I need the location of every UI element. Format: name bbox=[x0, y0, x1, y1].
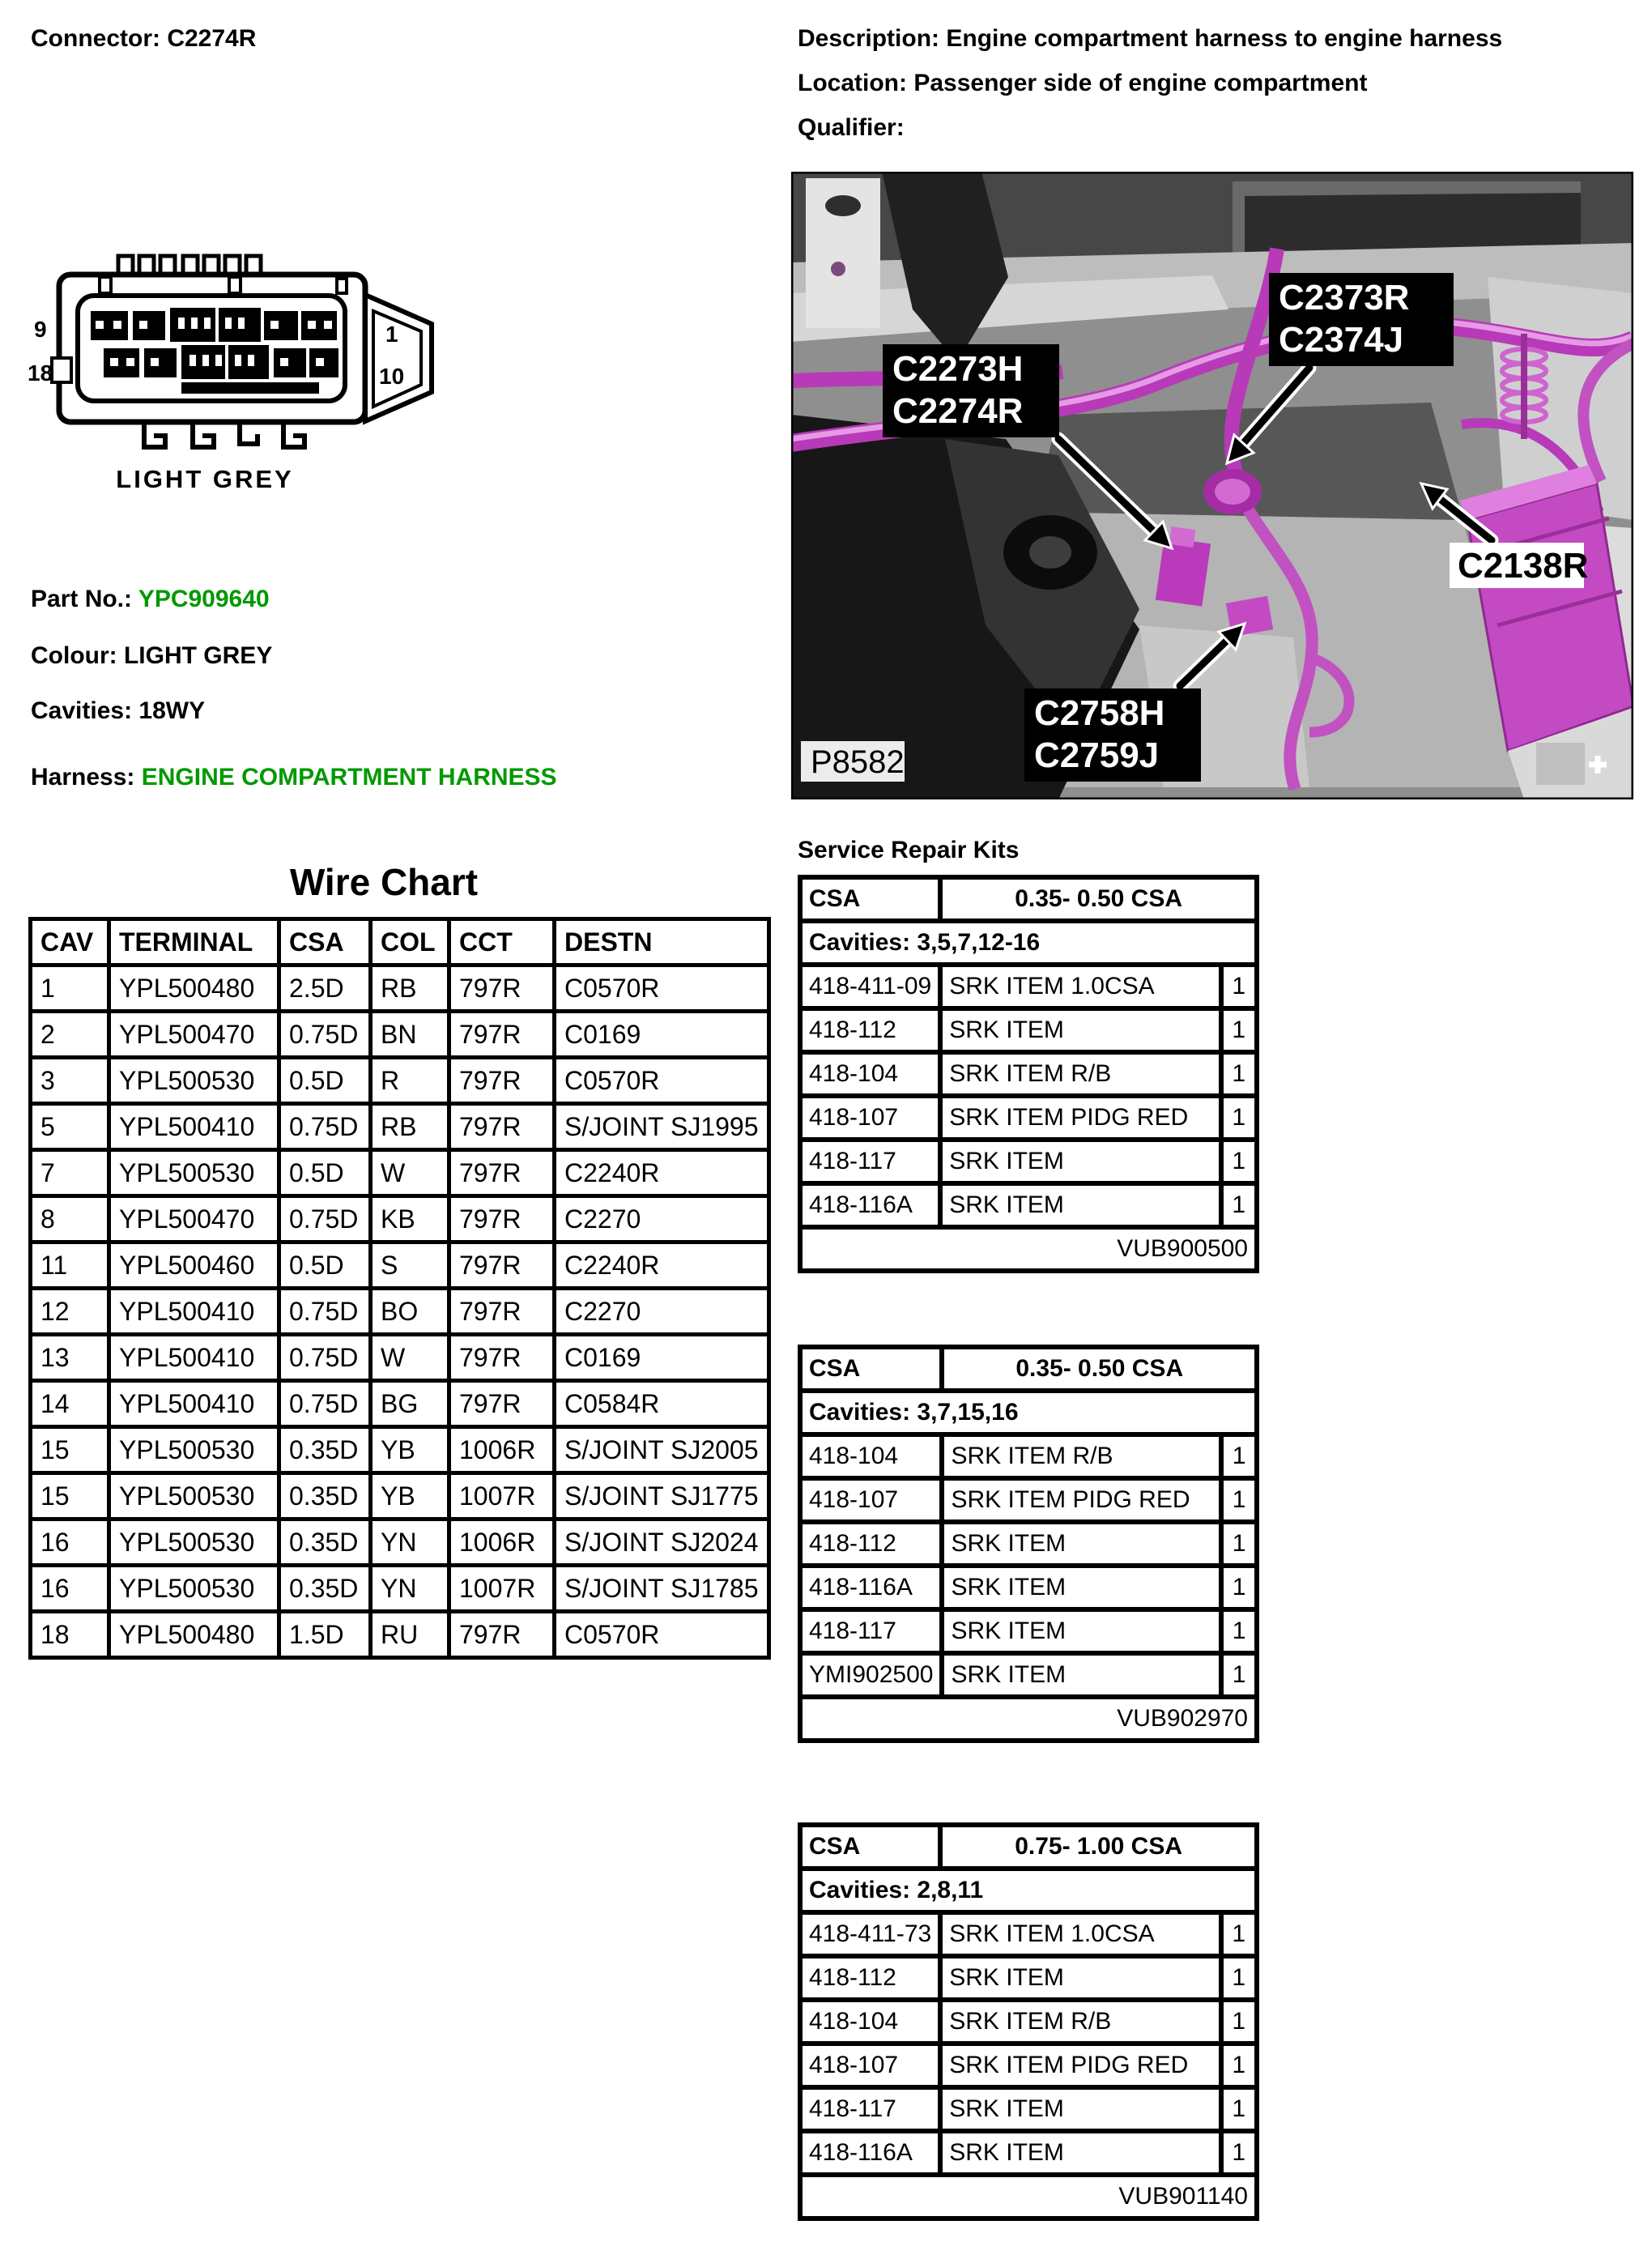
table-cell: YPL500530 bbox=[111, 1059, 277, 1102]
table-row bbox=[803, 1568, 1254, 1607]
table-cell: 1 bbox=[1224, 1524, 1254, 1563]
col-header-csa: CSA bbox=[281, 921, 368, 963]
table-cell: 1 bbox=[1224, 2133, 1254, 2172]
table-cell: SRK ITEM bbox=[943, 2090, 1218, 2129]
table-row bbox=[32, 1013, 767, 1055]
table-cell: 797R bbox=[451, 1059, 552, 1102]
srk-header-row bbox=[803, 1349, 1254, 1388]
table-row bbox=[32, 1613, 767, 1656]
srk-footer-row bbox=[803, 2177, 1254, 2216]
srk-csa-label: CSA bbox=[803, 1349, 939, 1388]
table-cell: YPL500410 bbox=[111, 1383, 277, 1425]
description-line: Description: Engine compartment harness to engine harness bbox=[798, 25, 1503, 52]
table-row bbox=[32, 1429, 767, 1471]
table-cell: C0570R bbox=[556, 1059, 767, 1102]
table-cell: 3 bbox=[32, 1059, 107, 1102]
table-cell: 1007R bbox=[451, 1567, 552, 1609]
table-row bbox=[32, 1059, 767, 1102]
srk-cavities-row bbox=[803, 1393, 1254, 1432]
colour-line bbox=[31, 641, 272, 671]
table-cell: YPL500530 bbox=[111, 1567, 277, 1609]
table-cell: YB bbox=[373, 1429, 447, 1471]
table-cell: 1 bbox=[1224, 2046, 1254, 2085]
table-cell: S/JOINT SJ1785 bbox=[556, 1567, 767, 1609]
table-cell: S/JOINT SJ1995 bbox=[556, 1106, 767, 1148]
table-cell: YPL500460 bbox=[111, 1244, 277, 1286]
table-row bbox=[32, 967, 767, 1009]
srk-footer-row bbox=[803, 1699, 1254, 1738]
table-cell: 0.75D bbox=[281, 1013, 368, 1055]
table-cell: 418-117 bbox=[803, 1142, 938, 1181]
table-cell: C0169 bbox=[556, 1336, 767, 1379]
table-cell: 1 bbox=[1224, 967, 1254, 1006]
table-cell: 0.5D bbox=[281, 1059, 368, 1102]
table-cell: 0.75D bbox=[281, 1198, 368, 1240]
table-cell: 797R bbox=[451, 1336, 552, 1379]
table-cell: YPL500470 bbox=[111, 1198, 277, 1240]
connector-colour-caption: LIGHT GREY bbox=[116, 465, 294, 493]
srk-csa-range: 0.35- 0.50 CSA bbox=[944, 1349, 1254, 1388]
table-cell: SRK ITEM bbox=[944, 1612, 1219, 1651]
table-cell: YMI902500 bbox=[803, 1656, 939, 1694]
table-cell: C2270 bbox=[556, 1198, 767, 1240]
connector-lower-bar bbox=[181, 382, 319, 394]
table-row bbox=[803, 1142, 1254, 1181]
photo-credit-text: P8582 bbox=[811, 744, 905, 780]
table-cell: 0.35D bbox=[281, 1429, 368, 1471]
table-cell: C2270 bbox=[556, 1290, 767, 1332]
table-row bbox=[803, 1959, 1254, 1997]
location-line: Location: Passenger side of engine compartment bbox=[798, 70, 1368, 96]
table-cell: BO bbox=[373, 1290, 447, 1332]
srk-cavities: Cavities: 2,8,11 bbox=[803, 1871, 1254, 1910]
srk-items-2 bbox=[803, 1437, 1254, 1694]
table-cell: 797R bbox=[451, 1290, 552, 1332]
callout-c2759j: C2759J bbox=[1034, 735, 1160, 775]
table-cell: 0.75D bbox=[281, 1290, 368, 1332]
table-cell: 1 bbox=[1224, 1142, 1254, 1181]
table-cell: 1 bbox=[1224, 1915, 1254, 1954]
table-cell: 1 bbox=[1224, 2002, 1254, 2041]
table-cell: SRK ITEM bbox=[944, 1656, 1219, 1694]
table-cell: RB bbox=[373, 967, 447, 1009]
pin-number-1: 1 bbox=[385, 322, 398, 347]
table-cell: 8 bbox=[32, 1198, 107, 1240]
table-cell: 0.35D bbox=[281, 1567, 368, 1609]
table-row bbox=[32, 1152, 767, 1194]
table-cell: 0.5D bbox=[281, 1244, 368, 1286]
table-cell: YN bbox=[373, 1521, 447, 1563]
table-cell: SRK ITEM R/B bbox=[943, 2002, 1218, 2041]
table-cell: 1 bbox=[1224, 1098, 1254, 1137]
srk-footer-row bbox=[803, 1230, 1254, 1268]
harness-line bbox=[31, 763, 557, 792]
table-cell: YPL500530 bbox=[111, 1152, 277, 1194]
table-row bbox=[32, 1567, 767, 1609]
table-cell: 418-104 bbox=[803, 1437, 939, 1476]
table-cell: YPL500410 bbox=[111, 1336, 277, 1379]
table-cell: YPL500410 bbox=[111, 1106, 277, 1148]
connector-bottom-tabs bbox=[144, 424, 304, 447]
table-cell: 12 bbox=[32, 1290, 107, 1332]
table-cell: 18 bbox=[32, 1613, 107, 1656]
table-row bbox=[32, 1475, 767, 1517]
table-cell: 797R bbox=[451, 1013, 552, 1055]
table-row bbox=[803, 2046, 1254, 2085]
table-cell: 0.75D bbox=[281, 1383, 368, 1425]
callout-c2374j: C2374J bbox=[1279, 320, 1404, 360]
srk-items-3 bbox=[803, 1915, 1254, 2172]
table-cell: 418-112 bbox=[803, 1959, 938, 1997]
table-cell: 1007R bbox=[451, 1475, 552, 1517]
table-row bbox=[32, 1290, 767, 1332]
table-cell: 2.5D bbox=[281, 967, 368, 1009]
table-cell: 797R bbox=[451, 1106, 552, 1148]
table-cell: C0169 bbox=[556, 1013, 767, 1055]
table-row bbox=[32, 1244, 767, 1286]
harness-value: ENGINE COMPARTMENT HARNESS bbox=[141, 764, 557, 791]
table-cell: YPL500480 bbox=[111, 967, 277, 1009]
table-cell: 1 bbox=[1224, 1011, 1254, 1050]
table-cell: SRK ITEM bbox=[943, 1959, 1218, 1997]
colour-label: Colour: bbox=[31, 642, 117, 669]
table-cell: RB bbox=[373, 1106, 447, 1148]
srk-csa-label: CSA bbox=[803, 880, 938, 919]
table-cell: 797R bbox=[451, 1383, 552, 1425]
table-cell: YPL500410 bbox=[111, 1290, 277, 1332]
table-cell: 797R bbox=[451, 967, 552, 1009]
table-cell: C2240R bbox=[556, 1152, 767, 1194]
table-cell: 1 bbox=[32, 967, 107, 1009]
table-cell: 797R bbox=[451, 1198, 552, 1240]
table-cell: R bbox=[373, 1059, 447, 1102]
table-cell: 418-104 bbox=[803, 2002, 938, 2041]
col-header-col: COL bbox=[373, 921, 447, 963]
table-cell: 15 bbox=[32, 1475, 107, 1517]
srk-table-3 bbox=[798, 1822, 1259, 2221]
table-row bbox=[803, 1437, 1254, 1476]
table-cell: 0.5D bbox=[281, 1152, 368, 1194]
harness-label: Harness: bbox=[31, 764, 135, 791]
table-cell: S bbox=[373, 1244, 447, 1286]
table-cell: SRK ITEM bbox=[943, 1011, 1218, 1050]
table-cell: 1 bbox=[1224, 1656, 1254, 1694]
callout-c2758h: C2758H bbox=[1034, 693, 1165, 733]
table-row bbox=[803, 2002, 1254, 2041]
table-cell: 16 bbox=[32, 1521, 107, 1563]
table-cell: SRK ITEM bbox=[943, 1186, 1218, 1225]
table-cell: 0.35D bbox=[281, 1475, 368, 1517]
table-cell: C0570R bbox=[556, 1613, 767, 1656]
callout-c2274r: C2274R bbox=[892, 391, 1024, 431]
table-cell: 1 bbox=[1224, 1437, 1254, 1476]
srk-kit-number: VUB902970 bbox=[803, 1699, 1254, 1738]
table-cell: 2 bbox=[32, 1013, 107, 1055]
table-cell: 418-107 bbox=[803, 1098, 938, 1137]
table-cell: SRK ITEM PIDG RED bbox=[944, 1481, 1219, 1519]
table-cell: 418-107 bbox=[803, 1481, 939, 1519]
srk-cavities: Cavities: 3,5,7,12-16 bbox=[803, 923, 1254, 962]
table-row bbox=[803, 2133, 1254, 2172]
wire-chart-table bbox=[28, 917, 771, 1660]
table-cell: KB bbox=[373, 1198, 447, 1240]
col-header-cct: CCT bbox=[451, 921, 552, 963]
table-cell: SRK ITEM 1.0CSA bbox=[943, 1915, 1218, 1954]
connector-face-diagram bbox=[23, 253, 464, 500]
table-cell: 418-117 bbox=[803, 1612, 939, 1651]
table-cell: 418-112 bbox=[803, 1524, 939, 1563]
table-row bbox=[803, 2090, 1254, 2129]
table-cell: 418-116A bbox=[803, 1568, 939, 1607]
table-cell: 797R bbox=[451, 1152, 552, 1194]
table-row bbox=[803, 1186, 1254, 1225]
table-row bbox=[32, 1106, 767, 1148]
part-no-label: Part No.: bbox=[31, 586, 133, 612]
table-cell: W bbox=[373, 1152, 447, 1194]
table-row bbox=[803, 1915, 1254, 1954]
srk-table-2 bbox=[798, 1345, 1259, 1743]
table-cell: SRK ITEM bbox=[944, 1524, 1219, 1563]
table-cell: 1 bbox=[1224, 1481, 1254, 1519]
srk-table-1 bbox=[798, 875, 1259, 1273]
qualifier-line: Qualifier: bbox=[798, 114, 905, 141]
table-cell: S/JOINT SJ2024 bbox=[556, 1521, 767, 1563]
col-header-destn: DESTN bbox=[556, 921, 767, 963]
cavities-line bbox=[31, 697, 205, 726]
table-cell: 418-411-09 bbox=[803, 967, 938, 1006]
table-cell: 15 bbox=[32, 1429, 107, 1471]
table-cell: 0.75D bbox=[281, 1106, 368, 1148]
table-cell: SRK ITEM PIDG RED bbox=[943, 1098, 1218, 1137]
table-row bbox=[803, 1481, 1254, 1519]
table-cell: C2240R bbox=[556, 1244, 767, 1286]
table-row bbox=[803, 1055, 1254, 1093]
table-cell: W bbox=[373, 1336, 447, 1379]
srk-csa-range: 0.75- 1.00 CSA bbox=[943, 1827, 1254, 1866]
col-header-terminal: TERMINAL bbox=[111, 921, 277, 963]
table-cell: 1006R bbox=[451, 1521, 552, 1563]
table-cell: YN bbox=[373, 1567, 447, 1609]
callout-c2138r: C2138R bbox=[1458, 546, 1589, 586]
pin-number-9: 9 bbox=[34, 317, 47, 342]
table-cell: 16 bbox=[32, 1567, 107, 1609]
wire-chart-body bbox=[32, 967, 767, 1656]
table-row bbox=[32, 1198, 767, 1240]
table-cell: 1 bbox=[1224, 1959, 1254, 1997]
table-cell: 418-104 bbox=[803, 1055, 938, 1093]
table-cell: BN bbox=[373, 1013, 447, 1055]
srk-kit-number: VUB901140 bbox=[803, 2177, 1254, 2216]
table-cell: RU bbox=[373, 1613, 447, 1656]
srk-cavities-row bbox=[803, 923, 1254, 962]
table-row bbox=[803, 1612, 1254, 1651]
table-cell: C0570R bbox=[556, 967, 767, 1009]
srk-header-row bbox=[803, 1827, 1254, 1866]
table-cell: 418-411-73 bbox=[803, 1915, 938, 1954]
srk-items-1 bbox=[803, 967, 1254, 1225]
srk-csa-label: CSA bbox=[803, 1827, 938, 1866]
table-cell: SRK ITEM 1.0CSA bbox=[943, 967, 1218, 1006]
table-cell: 418-116A bbox=[803, 2133, 938, 2172]
table-cell: C0584R bbox=[556, 1383, 767, 1425]
table-cell: 1 bbox=[1224, 2090, 1254, 2129]
table-cell: 418-107 bbox=[803, 2046, 938, 2085]
pin-number-10: 10 bbox=[379, 364, 405, 389]
table-cell: SRK ITEM R/B bbox=[943, 1055, 1218, 1093]
table-cell: 7 bbox=[32, 1152, 107, 1194]
table-cell: SRK ITEM PIDG RED bbox=[943, 2046, 1218, 2085]
connector-right-wedge bbox=[365, 295, 432, 421]
table-cell: BG bbox=[373, 1383, 447, 1425]
table-row bbox=[803, 967, 1254, 1006]
table-cell: SRK ITEM bbox=[943, 2133, 1218, 2172]
table-cell: YPL500480 bbox=[111, 1613, 277, 1656]
table-cell: YPL500530 bbox=[111, 1521, 277, 1563]
table-cell: SRK ITEM bbox=[943, 1142, 1218, 1181]
table-cell: YPL500470 bbox=[111, 1013, 277, 1055]
table-cell: YB bbox=[373, 1475, 447, 1517]
colour-value: LIGHT GREY bbox=[123, 642, 273, 669]
col-header-cav: CAV bbox=[32, 921, 107, 963]
table-row bbox=[32, 1336, 767, 1379]
part-no-line bbox=[31, 585, 270, 614]
table-cell: 1 bbox=[1224, 1568, 1254, 1607]
table-cell: 1 bbox=[1224, 1612, 1254, 1651]
srk-csa-range: 0.35- 0.50 CSA bbox=[943, 880, 1254, 919]
srk-header-row bbox=[803, 880, 1254, 919]
photo-credit bbox=[801, 741, 905, 782]
table-cell: YPL500530 bbox=[111, 1475, 277, 1517]
connector-terminals-row2 bbox=[104, 345, 338, 379]
table-cell: 1006R bbox=[451, 1429, 552, 1471]
table-row bbox=[32, 1383, 767, 1425]
srk-kit-number: VUB900500 bbox=[803, 1230, 1254, 1268]
callout-c2373r: C2373R bbox=[1279, 278, 1410, 318]
table-cell: 0.35D bbox=[281, 1521, 368, 1563]
location-photo bbox=[791, 172, 1633, 799]
table-cell: 797R bbox=[451, 1244, 552, 1286]
table-cell: S/JOINT SJ1775 bbox=[556, 1475, 767, 1517]
cavities-label: Cavities: bbox=[31, 697, 133, 724]
table-cell: 418-112 bbox=[803, 1011, 938, 1050]
table-cell: 11 bbox=[32, 1244, 107, 1286]
table-cell: 797R bbox=[451, 1613, 552, 1656]
callout-c2273h: C2273H bbox=[892, 349, 1024, 389]
srk-cavities: Cavities: 3,7,15,16 bbox=[803, 1393, 1254, 1432]
cavities-value: 18WY bbox=[138, 697, 206, 724]
table-cell: 13 bbox=[32, 1336, 107, 1379]
table-row bbox=[803, 1524, 1254, 1563]
table-row bbox=[803, 1098, 1254, 1137]
table-cell: 1 bbox=[1224, 1055, 1254, 1093]
part-no-value: YPC909640 bbox=[138, 586, 270, 612]
table-row bbox=[32, 1521, 767, 1563]
table-cell: S/JOINT SJ2005 bbox=[556, 1429, 767, 1471]
table-cell: 14 bbox=[32, 1383, 107, 1425]
srk-cavities-row bbox=[803, 1871, 1254, 1910]
table-cell: SRK ITEM bbox=[944, 1568, 1219, 1607]
wire-chart-title: Wire Chart bbox=[289, 861, 479, 903]
table-cell: SRK ITEM R/B bbox=[944, 1437, 1219, 1476]
table-cell: 418-117 bbox=[803, 2090, 938, 2129]
table-row bbox=[803, 1656, 1254, 1694]
table-cell: 418-116A bbox=[803, 1186, 938, 1225]
table-cell: YPL500530 bbox=[111, 1429, 277, 1471]
table-cell: 1 bbox=[1224, 1186, 1254, 1225]
table-cell: 1.5D bbox=[281, 1613, 368, 1656]
pin-number-18: 18 bbox=[28, 360, 53, 386]
table-row bbox=[803, 1011, 1254, 1050]
wire-chart-header-row bbox=[32, 921, 767, 963]
table-cell: 0.75D bbox=[281, 1336, 368, 1379]
table-cell: 5 bbox=[32, 1106, 107, 1148]
connector-title: Connector: C2274R bbox=[31, 25, 257, 52]
service-repair-kits-title: Service Repair Kits bbox=[798, 837, 1020, 863]
